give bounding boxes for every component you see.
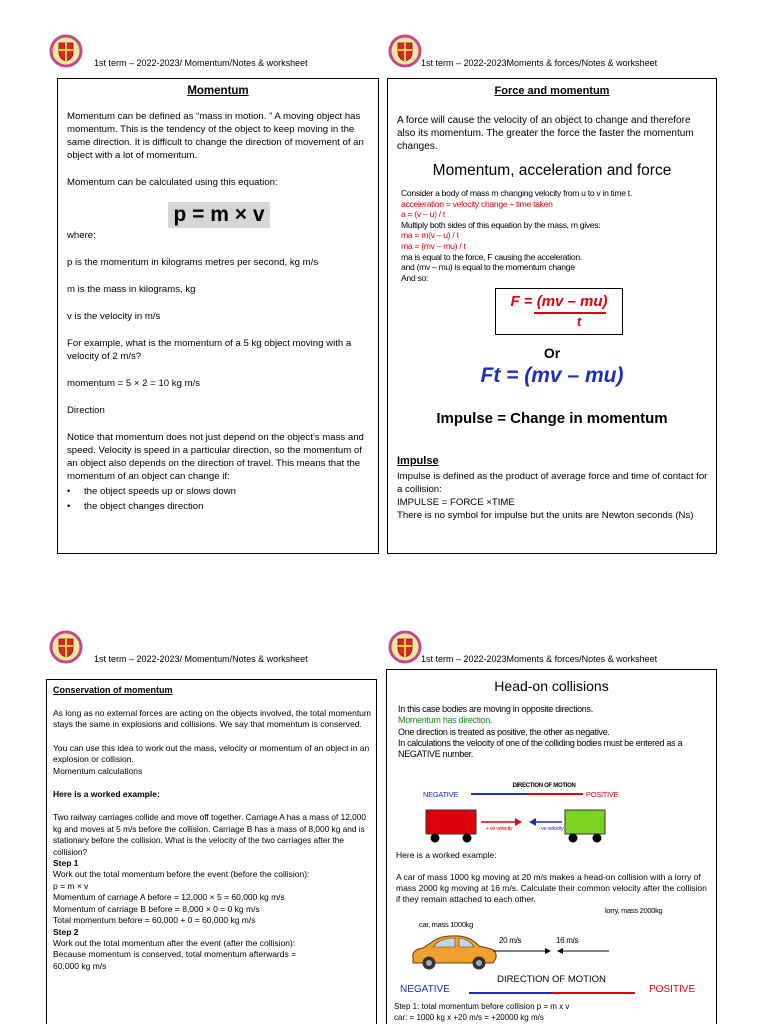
impulse-formula: Ft = (mv – mu): [480, 364, 624, 387]
positive-axis-line: [552, 992, 635, 994]
collision-note: One direction is treated as positive, the other as negative.: [398, 726, 610, 737]
list-item: • the object changes direction: [67, 501, 204, 512]
step-text: Work out the total momentum after the event (after the collision):: [53, 937, 296, 948]
conservation-text: As long as no external forces are acting on the objects involved, the total momentum stays the same in explosions and collisions. We say that momentum is conserved.: [53, 708, 371, 730]
step-line: p = m × v: [53, 880, 89, 891]
example-answer: momentum = 5 × 2 = 10 kg m/s: [67, 378, 201, 389]
step-text: Work out the total momentum before the event (before the collision):: [53, 869, 310, 880]
positive-axis-line: [528, 793, 583, 795]
derivation-line: Multiply both sides of this equation by the mass, m gives:: [401, 219, 601, 230]
conservation-usage: You can use this idea to work out the mass, velocity or momentum of an object in an explosion or collision.: [53, 742, 370, 765]
positive-label: POSITIVE: [649, 984, 696, 995]
impulse-definition: Impulse is defined as the product of average force and time of contact for a collision:: [397, 471, 708, 495]
car-velocity-label: 20 m/s: [499, 936, 522, 945]
school-crest-logo: [49, 630, 83, 664]
panel-title: Conservation of momentum: [53, 685, 173, 695]
step-line: Momentum of carriage B before = 8,000 × 0 = 0 kg m/s: [53, 903, 260, 914]
definition-v: v is the velocity in m/s: [67, 311, 161, 322]
calc-heading: Momentum calculations: [53, 765, 143, 776]
derivation-line: Consider a body of mass m changing velocity from u to v in time t.: [401, 188, 632, 198]
direction-heading: Direction: [67, 405, 105, 416]
derivation-line: ma is equal to the force, F causing the acceleration.: [401, 251, 582, 262]
example-question: For example, what is the momentum of a 5 kg object moving with a velocity of 2 m/s?: [67, 338, 352, 362]
worked-example-problem: Two railway carriages collide and move off together. Carriage A has a mass of 12,000 kg and moves at 5 m/s before the collision. Carriage B has a mass of 8,000 kg and is stationary before the collision. What is the velocity of the two carriages after the collision?: [53, 812, 366, 857]
definition-p: p is the momentum in kilograms metres per second, kg m/s: [67, 257, 319, 268]
impulse-equation: IMPULSE = FORCE ×TIME: [397, 497, 515, 508]
where-label: where:: [67, 230, 96, 241]
trolleys-diagram: [425, 808, 625, 852]
school-crest-logo: [388, 34, 422, 68]
equation-intro: Momentum can be calculated using this equation:: [67, 177, 278, 188]
conservation-notes-panel: [46, 679, 377, 1024]
derivation-line: And so:: [401, 272, 429, 283]
step-line: Total momentum before = 60,000 + 0 = 60,000 kg m/s: [53, 915, 256, 926]
bullet-icon: •: [67, 501, 71, 512]
worked-example-heading: Here is a worked example:: [396, 850, 497, 860]
page-header: 1st term – 2022-2023Moments & forces/Notes & worksheet: [421, 654, 658, 664]
page-header: 1st term – 2022-2023/ Momentum/Notes & worksheet: [94, 654, 308, 664]
lorry-label: lorry, mass 2000kg: [605, 906, 663, 915]
car-icon: [407, 930, 499, 974]
negative-axis-line: [469, 992, 552, 994]
impulse-units: There is no symbol for impulse but the units are Newton seconds (Ns): [397, 510, 694, 521]
step-line: Momentum of carriage A before = 12,000 × 5 = 60,000 kg m/s: [53, 892, 285, 903]
direction-text: Notice that momentum does not just depend on the object’s mass and speed. Velocity is speed in a particular direction, so the momentum of an object also depends on the direction of travel. This means that the momentum of an object can change if:: [67, 432, 364, 482]
derivation-line: acceleration = velocity change ÷ time taken: [401, 198, 553, 209]
or-label: Or: [543, 345, 561, 361]
bullet-icon: •: [67, 486, 71, 497]
collision-note: In calculations the velocity of one of the colliding bodies must be entered as a NEGATIVE number.: [398, 737, 683, 760]
momentum-equation: p = m × v: [168, 202, 270, 228]
step-line: 60,000 kg m/s: [53, 960, 107, 971]
step-heading: Step 2: [53, 926, 79, 937]
momentum-definition: Momentum can be defined as “mass in motion. ” A moving object has momentum. This is the tendency of the object to keep moving in the same direction. It is difficult to change the direction of movement of an object with a lot of momentum.: [67, 111, 364, 161]
direction-label: DIRECTION OF MOTION: [512, 783, 576, 789]
head-on-collisions-panel: [386, 669, 717, 1024]
slide-title: Head-on collisions: [494, 678, 609, 694]
step-heading: Step 1: [53, 858, 79, 869]
impulse-heading: Impulse: [397, 455, 439, 467]
force-formula-numerator: F = (mv – mu): [510, 293, 608, 310]
list-item: • the object speeds up or slows down: [67, 486, 236, 497]
derivation-line: and (mv – mu) is equal to the momentum change: [401, 262, 575, 273]
positive-velocity-label: + ve velocity: [485, 826, 513, 832]
worked-example-heading: Here is a worked example:: [53, 789, 160, 800]
impulse-statement: Impulse = Change in momentum: [436, 410, 668, 427]
collision-note: Momentum has direction.: [398, 715, 493, 726]
page-header: 1st term – 2022-2023Moments & forces/Notes & worksheet: [421, 58, 658, 68]
slide-title: Momentum, acceleration and force: [432, 162, 672, 179]
school-crest-logo: [388, 630, 422, 664]
force-formula-denominator: t: [576, 314, 582, 329]
negative-axis-line: [471, 793, 528, 795]
direction-label: DIRECTION OF MOTION: [497, 974, 606, 985]
momentum-notes-panel: [57, 78, 379, 554]
derivation-line: ma = m(v – u) / t: [401, 230, 459, 241]
worked-example-problem: A car of mass 1000 kg moving at 20 m/s makes a head-on collision with a lorry of mass 2000 kg moving at 16 m/s. Calculate their common velocity after the collision if they remain attached to each other.: [396, 872, 707, 904]
page-header: 1st term – 2022-2023/ Momentum/Notes & worksheet: [94, 58, 308, 68]
force-intro: A force will cause the velocity of an object to change and therefore also its momentum. The greater the force the faster the momentum changes.: [397, 115, 694, 152]
definition-m: m is the mass in kilograms, kg: [67, 284, 196, 295]
panel-title: Momentum: [187, 85, 249, 97]
lorry-velocity-label: 16 m/s: [556, 936, 579, 945]
negative-velocity-label: - ve velocity: [538, 826, 564, 832]
collision-note: In this case bodies are moving in opposite directions.: [398, 704, 593, 714]
car-label: car, mass 1000kg: [419, 920, 473, 929]
step-line: car: = 1000 kg x +20 m/s = +20000 kg m/s: [394, 1012, 544, 1022]
panel-title: Force and momentum: [494, 85, 610, 97]
force-momentum-panel: [387, 78, 717, 554]
positive-label: POSITIVE: [586, 790, 619, 799]
derivation-line: ma = (mv – mu) / t: [401, 240, 466, 251]
force-formula-box: [495, 288, 623, 335]
negative-label: NEGATIVE: [400, 984, 450, 995]
school-crest-logo: [49, 34, 83, 68]
step-line: Because momentum is conserved, total momentum afterwards =: [53, 949, 297, 960]
derivation-line: a = (v – u) / t: [401, 209, 445, 220]
step-line: Step 1: total momentum before collision p = m x v: [394, 1002, 570, 1011]
negative-label: NEGATIVE: [423, 790, 458, 799]
